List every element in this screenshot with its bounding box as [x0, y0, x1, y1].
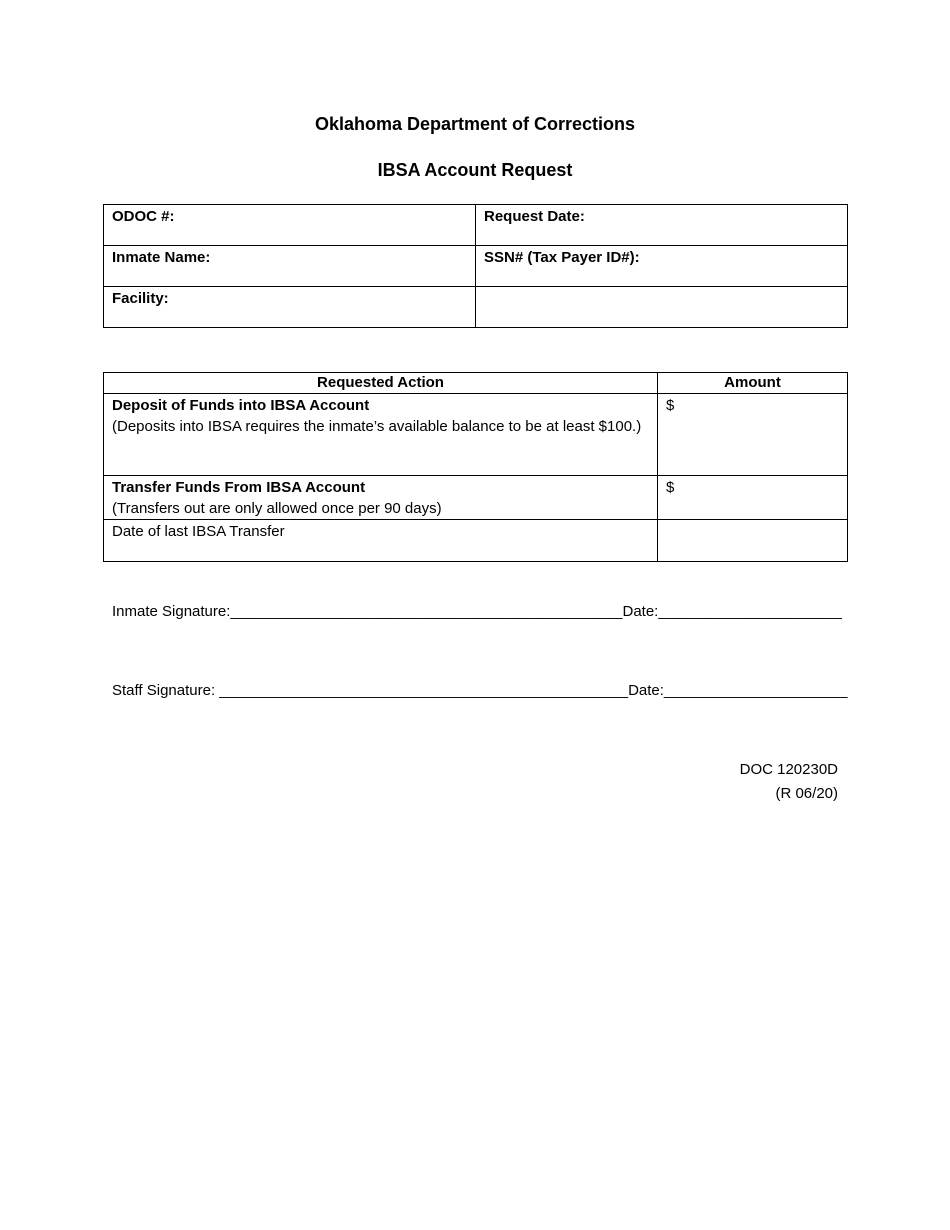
organization-title: Oklahoma Department of Corrections: [314, 114, 636, 134]
last-transfer-label: Date of last IBSA Transfer: [104, 520, 658, 562]
revision-number: (R 06/20): [775, 785, 838, 802]
doc-number: DOC 120230D: [739, 761, 838, 778]
info-row: [104, 287, 848, 328]
odoc-field[interactable]: ODOC #:: [104, 205, 476, 246]
inmate-name-field[interactable]: Inmate Name:: [104, 246, 476, 287]
transfer-action-cell: [104, 476, 658, 520]
deposit-title: Deposit of Funds into IBSA Account: [112, 397, 370, 414]
table-header-row: [104, 373, 848, 394]
ssn-field[interactable]: SSN# (Tax Payer ID#):: [476, 246, 848, 287]
empty-cell: [476, 287, 848, 328]
amount-header: Amount: [658, 373, 848, 394]
inmate-signature-line[interactable]: Inmate Signature:_______________________________________________Date:______________________: [112, 603, 842, 620]
requested-action-table: [103, 372, 848, 562]
deposit-amount-field[interactable]: $: [658, 394, 848, 476]
info-row: [104, 205, 848, 246]
requested-action-header: Requested Action: [104, 373, 658, 394]
transfer-row: [104, 476, 848, 520]
transfer-title: Transfer Funds From IBSA Account: [112, 479, 366, 496]
last-transfer-date-field[interactable]: [658, 520, 848, 562]
form-title: IBSA Account Request: [377, 160, 573, 180]
deposit-action-cell: [104, 394, 658, 476]
deposit-note: (Deposits into IBSA requires the inmate’s available balance to be at least $100.): [112, 418, 642, 435]
transfer-amount-field[interactable]: $: [658, 476, 848, 520]
deposit-row: [104, 394, 848, 476]
info-table: [103, 204, 848, 328]
facility-field[interactable]: Facility:: [104, 287, 476, 328]
transfer-note: (Transfers out are only allowed once per 90 days): [112, 500, 442, 517]
request-date-field[interactable]: Request Date:: [476, 205, 848, 246]
info-row: [104, 246, 848, 287]
staff-signature-line[interactable]: Staff Signature: _________________________________________________Date:______________________: [112, 682, 848, 699]
last-transfer-row: [104, 520, 848, 562]
